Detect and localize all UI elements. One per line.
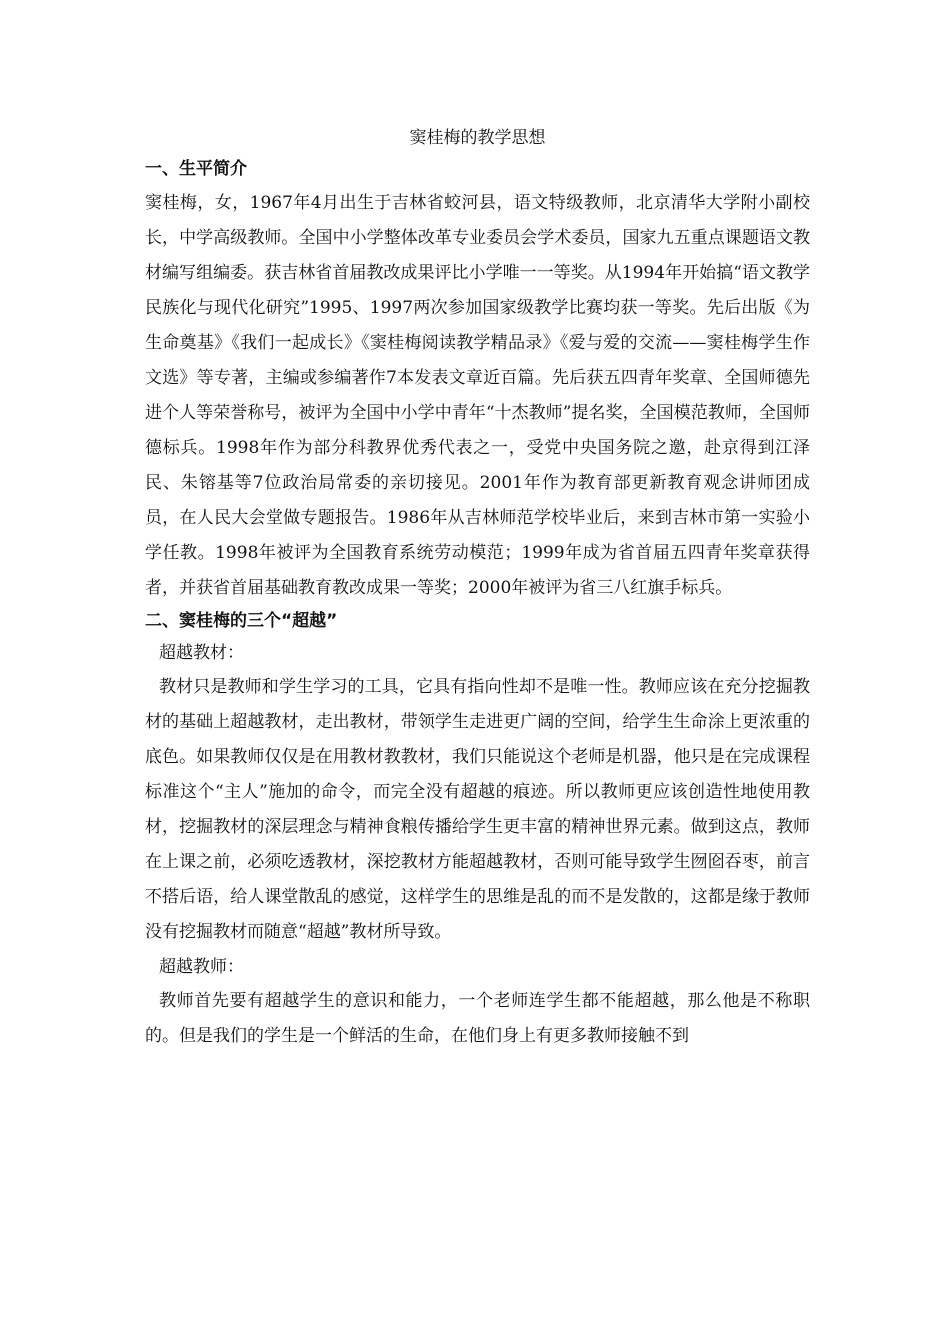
document-body (145, 122, 810, 1054)
section-heading-three-transcendences: 二、窦桂梅的三个“超越” (145, 611, 338, 631)
section-heading-biography: 一、生平简介 (145, 159, 247, 179)
paragraph-transcend-teacher: 教师首先要有超越学生的意识和能力，一个老师连学生都不能超越，那么他是不称职的。但是我们的学生是一个鲜活的生命，在他们身上有更多教师接触不到 (145, 991, 810, 1046)
paragraph-transcend-textbook: 教材只是教师和学生学习的工具，它具有指向性却不是唯一性。教师应该在充分挖掘教材的基础上超越教材，走出教材，带领学生走进更广阔的空间，给学生生命涂上更浓重的底色。如果教师仅仅是在用教材教教材，我们只能说这个老师是机器，他只是在完成课程标准这个“主人”施加的命令，而完全没有超越的痕迹。所以教师更应该创造性地使用教材，挖掘教材的深层理念与精神食粮传播给学生更丰富的精神世界元素。做到这点，教师在上课之前，必须吃透教材，深挖教材方能超越教材，否则可能导致学生囫囵吞枣，前言不搭后语，给人课堂散乱的感觉，这样学生的思维是乱的而不是发散的，这都是缘于教师没有挖掘教材而随意“超越”教材所导致。 (145, 677, 810, 942)
biography-paragraph: 窦桂梅，女，1967年4月出生于吉林省蛟河县，语文特级教师，北京清华大学附小副校长，中学高级教师。全国中小学整体改革专业委员会学术委员，国家九五重点课题语文教材编写组编委。获吉林省首届教改成果评比小学唯一一等奖。从1994年开始搞“语文教学民族化与现代化研究”1995、1997两次参加国家级教学比赛均获一等奖。先后出版《为生命奠基》《我们一起成长》《窦桂梅阅读教学精品录》《爱与爱的交流——窦桂梅学生作文选》等专著，主编或参编著作7本发表文章近百篇。先后获五四青年奖章、全国师德先进个人等荣誉称号，被评为全国中小学中青年“十杰教师”提名奖，全国模范教师，全国师德标兵。1998年作为部分科教界优秀代表之一，受党中央国务院之邀，赴京得到江泽民、朱镕基等7位政治局常委的亲切接见。2001年作为教育部更新教育观念讲师团成员，在人民大会堂做专题报告。1986年从吉林师范学校毕业后，来到吉林市第一实验小学任教。1998年被评为全国教育系统劳动模范；1999年成为省首届五四青年奖章获得者，并获省首届基础教育教改成果一等奖；2000年被评为省三八红旗手标兵。 (145, 193, 810, 598)
subheading-transcend-teacher: 超越教师： (159, 957, 244, 977)
subheading-transcend-textbook: 超越教材： (159, 643, 244, 663)
document-title: 窦桂梅的教学思想 (409, 128, 546, 148)
